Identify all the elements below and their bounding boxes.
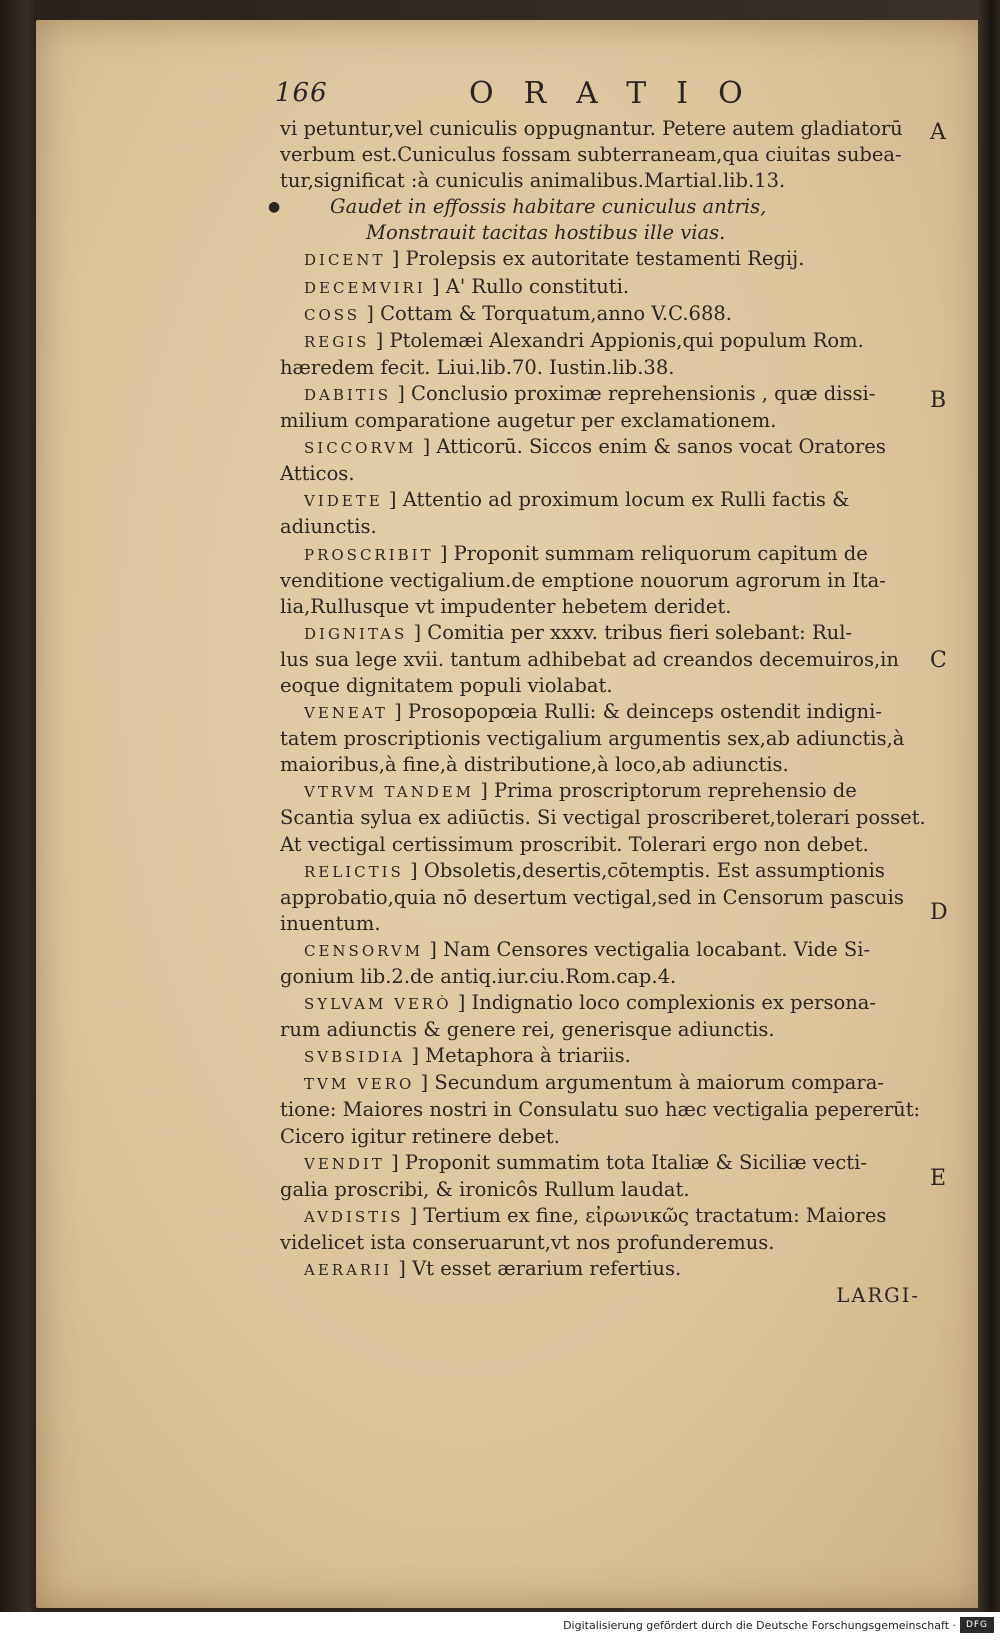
- margin-letter-e: E: [930, 1166, 947, 1191]
- lemma-keyword: AERARII: [304, 1261, 393, 1280]
- text-line: videlicet ista conseruarunt,vt nos profunderemus.: [280, 1230, 775, 1254]
- lemma-entry: [280, 541, 930, 568]
- margin-letter-c: C: [930, 648, 947, 673]
- book-edge: [978, 0, 1000, 1612]
- text-line: lia,Rullusque vt impudenter hebetem deridet.: [280, 594, 732, 618]
- lemma-text: ] Prima proscriptorum reprehensio de: [480, 779, 857, 803]
- lemma-text: ] Atticorū. Siccos enim & sanos vocat Oratores: [422, 435, 886, 459]
- catchword: LARGI-: [836, 1284, 920, 1308]
- page-header: [275, 76, 875, 120]
- text-line: approbatio,quia nō desertum vectigal,sed in Censorum pascuis: [280, 885, 904, 909]
- lemma-keyword: TVM VERO: [304, 1075, 415, 1094]
- lemma-entry: [280, 937, 930, 964]
- text-line: venditione vectigalium.de emptione nouorum agrorum in Ita-: [280, 568, 886, 592]
- lemma-keyword: SYLVAM VERÒ: [304, 995, 452, 1014]
- text-line: adiunctis.: [280, 515, 377, 539]
- dfg-logo-icon: DFG: [960, 1617, 994, 1633]
- text-line: tur,significat :à cuniculis animalibus.Martial.lib.13.: [280, 169, 786, 193]
- text-line: tione: Maiores nostri in Consulatu suo hæc vectigalia pepererūt:: [280, 1098, 921, 1122]
- lemma-keyword: RELICTIS: [304, 862, 404, 881]
- lemma-entry: [280, 274, 930, 301]
- text-line: Cicero igitur retinere debet.: [280, 1124, 560, 1148]
- lemma-entry: [280, 778, 930, 805]
- lemma-text: ] Obsoletis,desertis,cōtemptis. Est assumptionis: [410, 858, 885, 882]
- lemma-text: ] Conclusio proximæ reprehensionis , quæ dissi-: [397, 381, 876, 405]
- lemma-text: ] Indignatio loco complexionis ex persona-: [457, 991, 877, 1015]
- lemma-text: ] Tertium ex fine, εἰρωνικῶς tractatum: Maiores: [409, 1203, 887, 1227]
- text-line: galia proscribi, & ironicôs Rullum laudat.: [280, 1177, 690, 1201]
- running-head: ORATIO: [469, 76, 773, 111]
- lemma-keyword: DICENT: [304, 251, 386, 270]
- lemma-keyword: VIDETE: [304, 492, 383, 511]
- text-line: hæredem fecit. Liui.lib.70. Iustin.lib.38.: [280, 355, 675, 379]
- lemma-keyword: DIGNITAS: [304, 624, 408, 643]
- verse-marker-icon: ●: [268, 199, 281, 215]
- lemma-text: ] Metaphora à triariis.: [411, 1044, 631, 1068]
- lemma-keyword: DECEMVIRI: [304, 278, 426, 297]
- footer-bar: [0, 1612, 1000, 1640]
- margin-letter-a: A: [930, 120, 946, 145]
- lemma-keyword: COSS: [304, 305, 361, 324]
- text-line: eoque dignitatem populi violabat.: [280, 673, 613, 697]
- text-line: At vectigal certissimum proscribit. Tolerari ergo non debet.: [280, 832, 869, 856]
- verse-line: Gaudet in effossis habitare cuniculus antris,: [330, 195, 767, 219]
- lemma-keyword: VENEAT: [304, 704, 388, 723]
- lemma-entry: [280, 858, 930, 885]
- lemma-keyword: DABITIS: [304, 385, 392, 404]
- lemma-entry: [280, 381, 930, 408]
- page-number: 166: [275, 78, 328, 108]
- text-line: tatem proscriptionis vectigalium argumentis sex,ab adiunctis,à: [280, 727, 905, 751]
- lemma-text: ] Proponit summatim tota Italiæ & Siciliæ vecti-: [391, 1150, 867, 1174]
- lemma-entry: [280, 699, 930, 726]
- lemma-keyword: PROSCRIBIT: [304, 545, 434, 564]
- lemma-text: ] Secundum argumentum à maiorum compara-: [420, 1071, 884, 1095]
- text-line: lus sua lege xvii. tantum adhibebat ad creandos decemuiros,in: [280, 647, 899, 671]
- lemma-text: ] Nam Censores vectigalia locabant. Vide Si-: [429, 937, 871, 961]
- lemma-text: ] Ptolemæi Alexandri Appionis,qui populum Rom.: [375, 328, 864, 352]
- lemma-keyword: AVDISTIS: [304, 1207, 404, 1226]
- lemma-text: ] Cottam & Torquatum,anno V.C.688.: [366, 301, 732, 325]
- lemma-keyword: SICCORVM: [304, 439, 417, 458]
- lemma-text: ] Comitia per xxxv. tribus fieri solebant: Rul-: [413, 620, 853, 644]
- text-line: maioribus,à fine,à distributione,à loco,ab adiunctis.: [280, 753, 789, 777]
- verse-line: Monstrauit tacitas hostibus ille vias.: [366, 221, 726, 245]
- commentary-text: [280, 116, 930, 1309]
- lemma-text: ] Vt esset ærarium refertius.: [398, 1257, 682, 1281]
- lemma-keyword: VTRVM TANDEM: [304, 783, 475, 802]
- footer-credit: Digitalisierung gefördert durch die Deutsche Forschungsgemeinschaft ·: [563, 1619, 956, 1632]
- lemma-keyword: REGIS: [304, 332, 370, 351]
- margin-letter-d: D: [930, 900, 948, 925]
- text-line: inuentum.: [280, 911, 381, 935]
- text-line: verbum est.Cuniculus fossam subterraneam,qua ciuitas subea-: [280, 143, 902, 167]
- text-line: rum adiunctis & genere rei, generisque adiunctis.: [280, 1018, 775, 1042]
- lemma-entry: [280, 1150, 930, 1177]
- lemma-text: ] A' Rullo constituti.: [431, 274, 630, 298]
- lemma-keyword: VENDIT: [304, 1154, 385, 1173]
- margin-letter-b: B: [930, 388, 947, 413]
- text-line: gonium lib.2.de antiq.iur.ciu.Rom.cap.4.: [280, 965, 677, 988]
- lemma-text: ] Proponit summam reliquorum capitum de: [439, 541, 868, 565]
- lemma-entry: [280, 328, 930, 355]
- text-line: Atticos.: [280, 462, 355, 486]
- text-line: Scantia sylua ex adiūctis. Si vectigal proscriberet,tolerari posset.: [280, 806, 926, 830]
- text-line: vi petuntur,vel cuniculis oppugnantur. Petere autem gladiatorū: [280, 117, 903, 140]
- lemma-entry: [280, 1043, 930, 1070]
- lemma-keyword: CENSORVM: [304, 941, 424, 960]
- lemma-entry: [280, 434, 930, 461]
- lemma-entry: [280, 1203, 930, 1230]
- lemma-entry: [280, 301, 930, 328]
- lemma-entry: [280, 246, 930, 273]
- lemma-text: ] Prosopopœia Rulli: & deinceps ostendit indigni-: [394, 700, 882, 724]
- lemma-entry: [280, 1070, 930, 1097]
- lemma-text: ] Prolepsis ex autoritate testamenti Regij.: [391, 247, 805, 271]
- lemma-keyword: SVBSIDIA: [304, 1048, 406, 1067]
- text-line: milium comparatione augetur per exclamationem.: [280, 409, 777, 433]
- lemma-entry: [280, 990, 930, 1017]
- lemma-text: ] Attentio ad proximum locum ex Rulli factis &: [388, 488, 850, 512]
- lemma-entry: [280, 620, 930, 647]
- lemma-entry: [280, 1256, 930, 1283]
- lemma-entry: [280, 487, 930, 514]
